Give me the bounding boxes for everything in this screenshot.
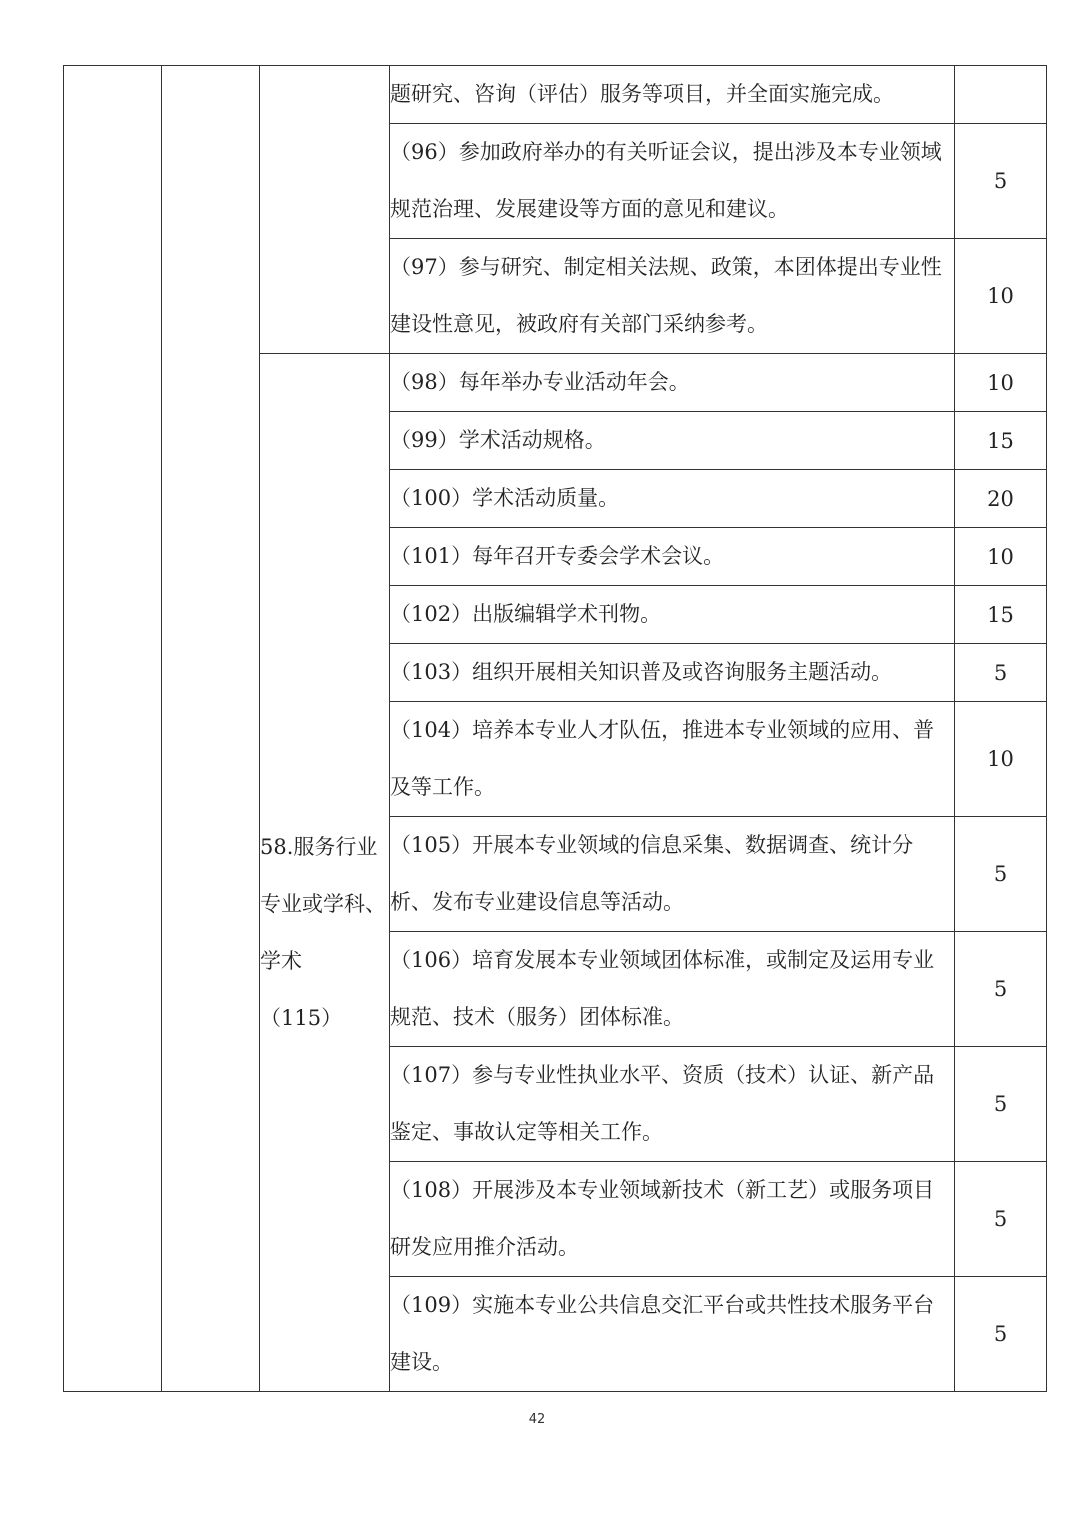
item-text: （109）实施本专业公共信息交汇平台或共性技术服务平台建设。 bbox=[390, 1277, 955, 1392]
item-score: 5 bbox=[955, 1162, 1047, 1277]
item-text: （96）参加政府举办的有关听证会议，提出涉及本专业领域规范治理、发展建设等方面的意见和建议。 bbox=[390, 124, 955, 239]
level1-cell bbox=[64, 66, 162, 1392]
level2-cell bbox=[162, 66, 260, 1392]
item-score: 5 bbox=[955, 817, 1047, 932]
item-score: 20 bbox=[955, 470, 1047, 528]
item-score: 10 bbox=[955, 354, 1047, 412]
item-text: （103）组织开展相关知识普及或咨询服务主题活动。 bbox=[390, 644, 955, 702]
item-text: （101）每年召开专委会学术会议。 bbox=[390, 528, 955, 586]
item-text: （108）开展涉及本专业领域新技术（新工艺）或服务项目研发应用推介活动。 bbox=[390, 1162, 955, 1277]
category-cell bbox=[260, 354, 390, 1392]
item-score: 15 bbox=[955, 586, 1047, 644]
item-text: （104）培养本专业人才队伍，推进本专业领域的应用、普及等工作。 bbox=[390, 702, 955, 817]
item-text: （100）学术活动质量。 bbox=[390, 470, 955, 528]
evaluation-table bbox=[63, 65, 1047, 1392]
item-score: 5 bbox=[955, 1277, 1047, 1392]
item-text: （98）每年举办专业活动年会。 bbox=[390, 354, 955, 412]
item-text: （106）培育发展本专业领域团体标准，或制定及运用专业规范、技术（服务）团体标准。 bbox=[390, 932, 955, 1047]
item-text: （107）参与专业性执业水平、资质（技术）认证、新产品鉴定、事故认定等相关工作。 bbox=[390, 1047, 955, 1162]
table-row bbox=[64, 66, 1047, 124]
item-text: （105）开展本专业领域的信息采集、数据调查、统计分析、发布专业建设信息等活动。 bbox=[390, 817, 955, 932]
category-title: 58.服务行业专业或学科、学术 bbox=[260, 834, 386, 973]
item-score: 15 bbox=[955, 412, 1047, 470]
level3-cell-prev bbox=[260, 66, 390, 354]
item-text: （97）参与研究、制定相关法规、政策，本团体提出专业性建设性意见，被政府有关部门采纳参考。 bbox=[390, 239, 955, 354]
page-number: 42 bbox=[528, 1412, 546, 1427]
item-text: 题研究、咨询（评估）服务等项目，并全面实施完成。 bbox=[390, 66, 955, 124]
category-score: （115） bbox=[260, 1005, 343, 1030]
item-score: 5 bbox=[955, 1047, 1047, 1162]
item-score: 5 bbox=[955, 644, 1047, 702]
item-score: 10 bbox=[955, 239, 1047, 354]
item-score: 5 bbox=[955, 932, 1047, 1047]
item-text: （99）学术活动规格。 bbox=[390, 412, 955, 470]
item-score: 10 bbox=[955, 528, 1047, 586]
item-score: 5 bbox=[955, 124, 1047, 239]
item-text: （102）出版编辑学术刊物。 bbox=[390, 586, 955, 644]
item-score bbox=[955, 66, 1047, 124]
item-score: 10 bbox=[955, 702, 1047, 817]
